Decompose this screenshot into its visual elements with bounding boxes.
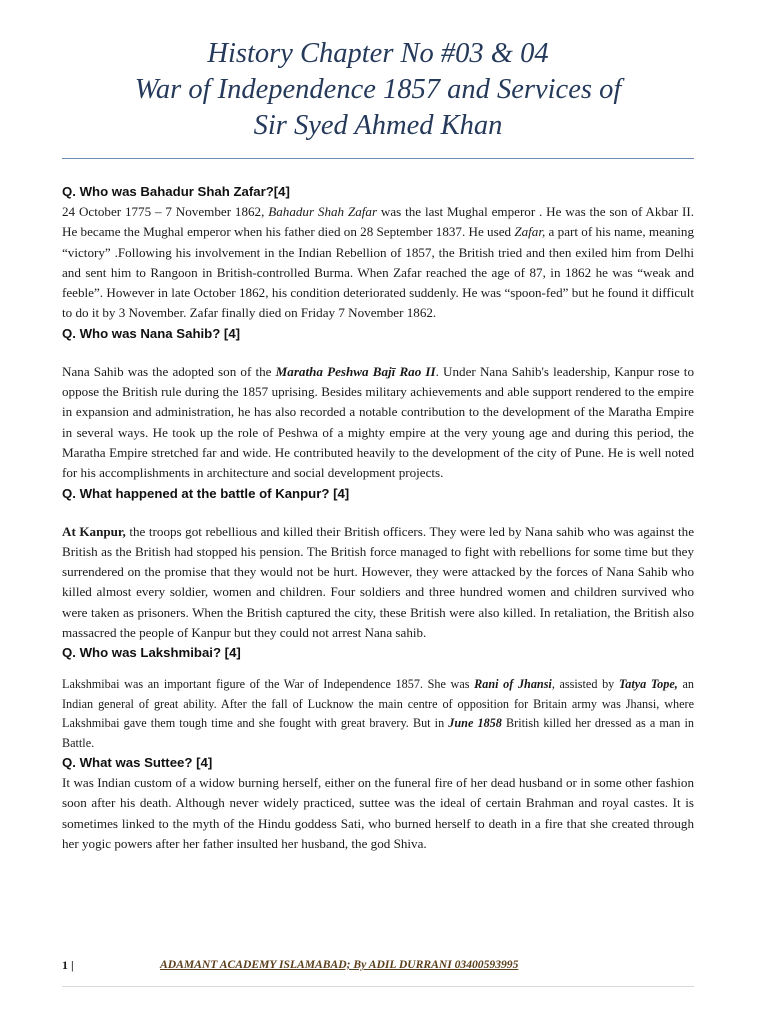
question-heading: Q. Who was Nana Sahib? [4] xyxy=(62,325,241,341)
emphasis-text: Maratha Peshwa Bajī Rao II xyxy=(275,363,436,379)
page-footer xyxy=(62,955,694,977)
answer-text: the troops got rebellious and killed their British officers. They were led by Nana sahib who was against the British as the British had stopped his pension. The British force managed to fight with rebellions for some time but they surrendered on the promise that they would not be hurt. However, they were attacked by the forces of Nana Sahib who killed almost every soldier, women and children. Four soldiers and three hundred women and children survived who were taken as prisoners. When the British captured the city, these British were also killed. In retaliation, the British also massacred the people of Kanpur but they could not arrest Nana sahib. xyxy=(62,523,694,641)
spacer xyxy=(62,344,694,362)
question-heading: Q. Who was Lakshmibai? [4] xyxy=(62,645,241,661)
answer-paragraph xyxy=(62,675,694,753)
answer-text: It was Indian custom of a widow burning herself, either on the funeral fire of her dead husband or in some other fashion soon after his death. Although never widely practiced, suttee was the ideal of certain Brahman and royal castes. It is sometimes linked to the myth of the Hindu goddess Sati, who burned herself to death in a fire that she created through her yogic powers after her father insulted her husband, the god Shiva. xyxy=(62,774,694,851)
emphasis-text: Tatya Tope, xyxy=(618,677,678,692)
title-line-1: History Chapter No #03 & 04 xyxy=(207,38,549,69)
title-divider xyxy=(62,158,694,159)
title-line-2: War of Independence 1857 and Services of xyxy=(134,74,622,105)
emphasis-text: At Kanpur, xyxy=(62,523,126,539)
answer-paragraph xyxy=(62,773,694,854)
title-line-3: Sir Syed Ahmed Khan xyxy=(253,110,503,141)
answer-paragraph xyxy=(62,522,694,644)
footer-divider xyxy=(62,986,694,987)
emphasis-text: Rani of Jhansi xyxy=(474,677,552,692)
answer-text: Lakshmibai was an important figure of the War of Independence 1857. She was xyxy=(62,677,475,692)
page-number: 1 | xyxy=(62,958,74,972)
answer-text: . Under Nana Sahib's leadership, Kanpur rose to oppose the British rule during the 1857 uprising. Besides military achievements and able support rendered to the empire in expansion and administration, he has also recorded a notable contribution to the development of the Maratha Empire in several ways. He took up the role of Peshwa of a mighty empire at the very young age and during this period, the Maratha Empire stretched far and wide. He contributed heavily to the development of the city of Pune. He is well noted for his accomplishments in architecture and social development projects. xyxy=(62,363,694,481)
document-body xyxy=(62,182,694,854)
answer-text: British killed her dressed as a man in Battle. xyxy=(62,716,695,750)
question-heading: Q. Who was Bahadur Shah Zafar?[4] xyxy=(62,184,290,199)
answer-paragraph xyxy=(62,202,694,324)
emphasis-text: June 1858 xyxy=(448,716,502,731)
emphasis-text: Zafar, xyxy=(514,224,546,240)
answer-text: an Indian general of great ability. After the fall of Lucknow the main centre of opposition for Britain army was Jhansi, where Lakshmibai gave them tough time and she fought with great bravery. But in xyxy=(62,677,694,731)
answer-text: was the last Mughal emperor . He was the son of Akbar II. He became the Mughal emperor when his father died on 28 September 1837. He used xyxy=(62,204,695,240)
spacer xyxy=(62,504,694,522)
emphasis-text: Bahadur Shah Zafar xyxy=(268,204,378,219)
answer-text: a part of his name, meaning “victory” .Following his involvement in the Indian Rebellion of 1857, the British tried and then exiled him from Delhi and sent him to Rangoon in British-controlled Burma. When Zafar reached the age of 87, in 1862 he was “weak and feeble”. However in late October 1862, his condition deteriorated suddenly. He was “spoon-fed” but he found it difficult to do it by 3 November. Zafar finally died on Friday 7 November 1862. xyxy=(62,224,694,321)
document-title xyxy=(62,36,694,144)
question-heading: Q. What was Suttee? [4] xyxy=(62,754,213,770)
question-heading: Q. What happened at the battle of Kanpur? [4] xyxy=(62,485,350,501)
spacer xyxy=(62,663,694,675)
footer-credit: ADAMANT ACADEMY ISLAMABAD; By ADIL DURRANI 03400593995 xyxy=(160,958,519,971)
answer-paragraph xyxy=(62,362,694,484)
answer-text: 24 October 1775 – 7 November 1862, xyxy=(62,204,269,219)
answer-text: Nana Sahib was the adopted son of the xyxy=(62,363,276,379)
answer-text: , assisted by xyxy=(551,677,619,692)
